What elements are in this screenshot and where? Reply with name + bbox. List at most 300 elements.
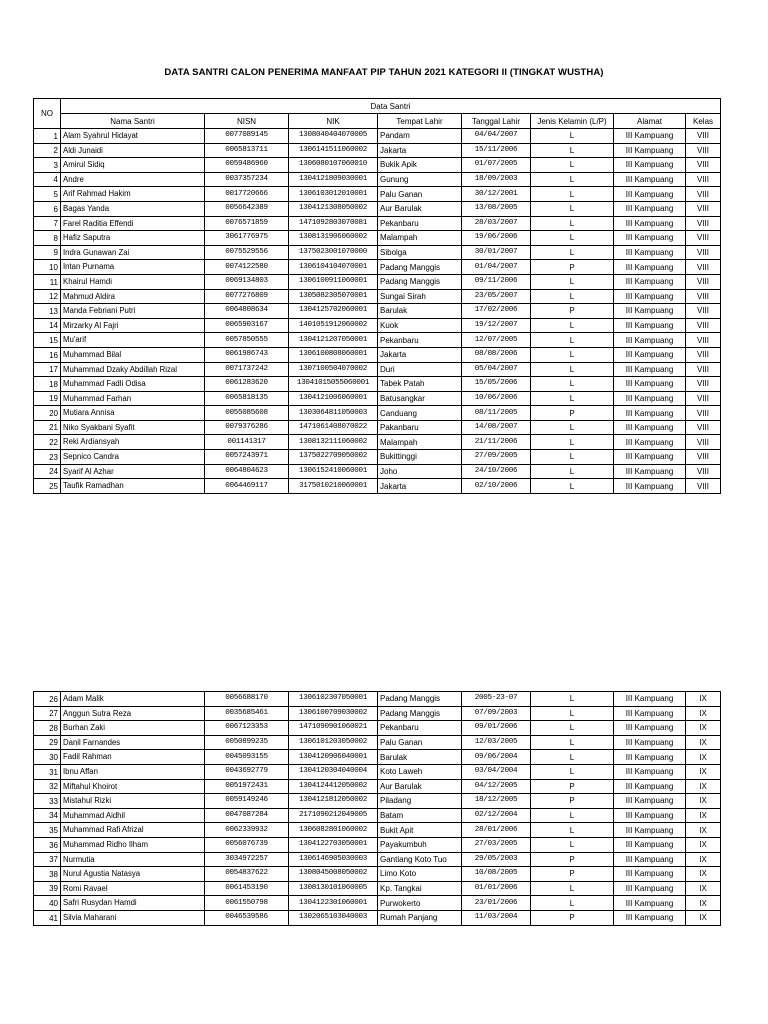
birthdate-cell: 18/12/2005 (462, 794, 531, 809)
header-jenis-kelamin: Jenis Kelamin (L/P) (531, 114, 614, 129)
row-no-cell: 39 (34, 881, 61, 896)
birthplace-cell: Aur Barulak (378, 201, 462, 216)
birthdate-cell: 02/12/2004 (462, 808, 531, 823)
address-cell: III Kampuang (614, 420, 686, 435)
nik-cell: 1308040404070005 (289, 129, 378, 144)
table-row (34, 260, 721, 275)
nik-cell: 3175010210060001 (289, 479, 378, 494)
nik-cell: 1471092803070081 (289, 216, 378, 231)
nisn-cell: 0061986743 (205, 347, 289, 362)
nisn-cell: 0050899235 (205, 735, 289, 750)
birthplace-cell: Sungai Sirah (378, 289, 462, 304)
class-cell: VIII (686, 216, 721, 231)
student-name-cell: Mahmud Aldira (61, 289, 205, 304)
student-name-cell: Bagas Yanda (61, 201, 205, 216)
birthdate-cell: 27/03/2005 (462, 837, 531, 852)
header-no: NO (34, 99, 61, 129)
nik-cell: 2171090212049005 (289, 808, 378, 823)
address-cell: III Kampuang (614, 318, 686, 333)
class-cell: IX (686, 852, 721, 867)
class-cell: IX (686, 867, 721, 882)
birthdate-cell: 10/08/2005 (462, 867, 531, 882)
student-name-cell: Nurul Agustia Natasya (61, 867, 205, 882)
student-name-cell: Anggun Sutra Reza (61, 706, 205, 721)
student-name-cell: Intan Purnama (61, 260, 205, 275)
nik-cell: 1306146905030003 (289, 852, 378, 867)
gender-cell: L (531, 274, 614, 289)
table-row (34, 304, 721, 319)
nisn-cell: 0064808634 (205, 304, 289, 319)
nik-cell: 1308131906060002 (289, 231, 378, 246)
table-row (34, 450, 721, 465)
nisn-cell: 0076571859 (205, 216, 289, 231)
table-row (34, 201, 721, 216)
class-cell: IX (686, 692, 721, 707)
row-no-cell: 25 (34, 479, 61, 494)
class-cell: VIII (686, 245, 721, 260)
row-no-cell: 6 (34, 201, 61, 216)
nisn-cell: 0017720666 (205, 187, 289, 202)
row-no-cell: 5 (34, 187, 61, 202)
gender-cell: L (531, 464, 614, 479)
address-cell: III Kampuang (614, 794, 686, 809)
class-cell: VIII (686, 420, 721, 435)
table-row (34, 692, 721, 707)
birthplace-cell: Padang Manggis (378, 692, 462, 707)
nisn-cell: 0065903167 (205, 318, 289, 333)
row-no-cell: 14 (34, 318, 61, 333)
table-row (34, 274, 721, 289)
birthplace-cell: Canduang (378, 406, 462, 421)
row-no-cell: 17 (34, 362, 61, 377)
birthdate-cell: 04/04/2007 (462, 129, 531, 144)
address-cell: III Kampuang (614, 187, 686, 202)
table-row (34, 216, 721, 231)
nik-cell: 1304121308050002 (289, 201, 378, 216)
address-cell: III Kampuang (614, 143, 686, 158)
table-row (34, 881, 721, 896)
table-row (34, 896, 721, 911)
table-row (34, 910, 721, 925)
nisn-cell: 0037357234 (205, 172, 289, 187)
header-tanggal-lahir: Tanggal Lahir (462, 114, 531, 129)
birthdate-cell: 12/07/2005 (462, 333, 531, 348)
gender-cell: L (531, 333, 614, 348)
nik-cell: 1304121812050002 (289, 794, 378, 809)
address-cell: III Kampuang (614, 333, 686, 348)
birthdate-cell: 07/09/2003 (462, 706, 531, 721)
table-row (34, 143, 721, 158)
nik-cell: 1304121006060001 (289, 391, 378, 406)
student-name-cell: Amirul Sidiq (61, 158, 205, 173)
student-name-cell: Mu'arif (61, 333, 205, 348)
gender-cell: P (531, 794, 614, 809)
row-no-cell: 27 (34, 706, 61, 721)
nisn-cell: 0064804623 (205, 464, 289, 479)
class-cell: VIII (686, 231, 721, 246)
address-cell: III Kampuang (614, 289, 686, 304)
nisn-cell: 0045093155 (205, 750, 289, 765)
birthplace-cell: Padang Manggis (378, 274, 462, 289)
table-row (34, 377, 721, 392)
address-cell: III Kampuang (614, 435, 686, 450)
gender-cell: L (531, 823, 614, 838)
gender-cell: P (531, 406, 614, 421)
birthdate-cell: 09/11/2006 (462, 274, 531, 289)
row-no-cell: 9 (34, 245, 61, 260)
class-cell: VIII (686, 406, 721, 421)
student-name-cell: Andre (61, 172, 205, 187)
nik-cell: 1304122301060001 (289, 896, 378, 911)
row-no-cell: 37 (34, 852, 61, 867)
table-row (34, 347, 721, 362)
class-cell: IX (686, 837, 721, 852)
birthplace-cell: Malampah (378, 435, 462, 450)
class-cell: IX (686, 750, 721, 765)
address-cell: III Kampuang (614, 201, 686, 216)
birthdate-cell: 29/05/2003 (462, 852, 531, 867)
nisn-cell: 0069134803 (205, 274, 289, 289)
student-name-cell: Farel Raditia Effendi (61, 216, 205, 231)
row-no-cell: 31 (34, 764, 61, 779)
row-no-cell: 12 (34, 289, 61, 304)
table-row (34, 794, 721, 809)
gender-cell: L (531, 837, 614, 852)
gender-cell: L (531, 750, 614, 765)
address-cell: III Kampuang (614, 692, 686, 707)
nik-cell: 13041015055060001 (289, 377, 378, 392)
birthdate-cell: 28/01/2006 (462, 823, 531, 838)
class-cell: IX (686, 881, 721, 896)
student-name-cell: Miftahul Khoirot (61, 779, 205, 794)
birthplace-cell: Kp. Tangkai (378, 881, 462, 896)
nisn-cell: 3034972257 (205, 852, 289, 867)
gender-cell: L (531, 435, 614, 450)
class-cell: VIII (686, 318, 721, 333)
table-row (34, 435, 721, 450)
row-no-cell: 16 (34, 347, 61, 362)
nisn-cell: 0051972431 (205, 779, 289, 794)
gender-cell: L (531, 692, 614, 707)
birthplace-cell: Pakanbaru (378, 420, 462, 435)
table-row (34, 750, 721, 765)
gender-cell: L (531, 896, 614, 911)
nik-cell: 1306103012010001 (289, 187, 378, 202)
student-name-cell: Mistahul Rizki (61, 794, 205, 809)
gender-cell: L (531, 450, 614, 465)
class-cell: VIII (686, 289, 721, 304)
row-no-cell: 15 (34, 333, 61, 348)
nisn-cell: 3061776975 (205, 231, 289, 246)
gender-cell: P (531, 779, 614, 794)
nisn-cell: 0075529556 (205, 245, 289, 260)
nik-cell: 1306100709030002 (289, 706, 378, 721)
student-name-cell: Reki Ardiansyah (61, 435, 205, 450)
birthdate-cell: 14/08/2007 (462, 420, 531, 435)
address-cell: III Kampuang (614, 779, 686, 794)
student-name-cell: Taufik Ramadhan (61, 479, 205, 494)
nik-cell: 1306104104070001 (289, 260, 378, 275)
birthdate-cell: 30/01/2007 (462, 245, 531, 260)
address-cell: III Kampuang (614, 735, 686, 750)
class-cell: VIII (686, 479, 721, 494)
nisn-cell: 0056076739 (205, 837, 289, 852)
student-name-cell: Danil Farnandes (61, 735, 205, 750)
table-row (34, 333, 721, 348)
birthplace-cell: Batusangkar (378, 391, 462, 406)
birthdate-cell: 24/10/2006 (462, 464, 531, 479)
row-no-cell: 34 (34, 808, 61, 823)
student-name-cell: Adam Malik (61, 692, 205, 707)
nisn-cell: 0065813711 (205, 143, 289, 158)
nik-cell: 1306141511060002 (289, 143, 378, 158)
table-row (34, 289, 721, 304)
table-body-page-2 (34, 692, 721, 926)
table-row (34, 735, 721, 750)
student-name-cell: Muhammad Fadli Odisa (61, 377, 205, 392)
birthplace-cell: Barulak (378, 304, 462, 319)
class-cell: VIII (686, 464, 721, 479)
table-row (34, 808, 721, 823)
birthdate-cell: 08/08/2006 (462, 347, 531, 362)
row-no-cell: 1 (34, 129, 61, 144)
row-no-cell: 24 (34, 464, 61, 479)
address-cell: III Kampuang (614, 129, 686, 144)
table-row (34, 464, 721, 479)
gender-cell: L (531, 706, 614, 721)
table-row (34, 172, 721, 187)
nisn-cell: 0062339932 (205, 823, 289, 838)
gender-cell: L (531, 764, 614, 779)
table-row (34, 867, 721, 882)
birthdate-cell: 15/11/2006 (462, 143, 531, 158)
gender-cell: L (531, 187, 614, 202)
nisn-cell: 0054837622 (205, 867, 289, 882)
header-alamat: Alamat (614, 114, 686, 129)
table-row (34, 779, 721, 794)
table-row (34, 823, 721, 838)
class-cell: VIII (686, 201, 721, 216)
table-row (34, 852, 721, 867)
header-kelas: Kelas (686, 114, 721, 129)
santri-table-page-1 (33, 98, 721, 494)
row-no-cell: 36 (34, 837, 61, 852)
nisn-cell: 0047087284 (205, 808, 289, 823)
birthplace-cell: Pekanbaru (378, 216, 462, 231)
birthdate-cell: 23/01/2006 (462, 896, 531, 911)
birthplace-cell: Koto Laweh (378, 764, 462, 779)
birthdate-cell: 02/10/2006 (462, 479, 531, 494)
birthplace-cell: Pekanbaru (378, 721, 462, 736)
student-name-cell: Niko Syakbani Syafit (61, 420, 205, 435)
nik-cell: 1375023001070000 (289, 245, 378, 260)
nik-cell: 1306100911060001 (289, 274, 378, 289)
table-row (34, 479, 721, 494)
address-cell: III Kampuang (614, 764, 686, 779)
address-cell: III Kampuang (614, 406, 686, 421)
nisn-cell: 0061453190 (205, 881, 289, 896)
student-name-cell: Alam Syahrul Hidayat (61, 129, 205, 144)
nisn-cell: 0071737242 (205, 362, 289, 377)
birthplace-cell: Palu Ganan (378, 735, 462, 750)
row-no-cell: 7 (34, 216, 61, 231)
birthdate-cell: 04/12/2005 (462, 779, 531, 794)
nisn-cell: 0059486960 (205, 158, 289, 173)
student-name-cell: Arif Rahmad Hakim (61, 187, 205, 202)
nisn-cell: 0077276809 (205, 289, 289, 304)
row-no-cell: 3 (34, 158, 61, 173)
class-cell: VIII (686, 158, 721, 173)
birthplace-cell: Aur Barulak (378, 779, 462, 794)
class-cell: IX (686, 910, 721, 925)
table-row (34, 362, 721, 377)
gender-cell: L (531, 201, 614, 216)
nik-cell: 1306082801060002 (289, 823, 378, 838)
table-row (34, 158, 721, 173)
gender-cell: L (531, 318, 614, 333)
row-no-cell: 22 (34, 435, 61, 450)
nik-cell: 1307100504070002 (289, 362, 378, 377)
table-row (34, 318, 721, 333)
nik-cell: 1375022709050002 (289, 450, 378, 465)
birthplace-cell: Sibolga (378, 245, 462, 260)
address-cell: III Kampuang (614, 231, 686, 246)
nik-cell: 1303064811050003 (289, 406, 378, 421)
table-row (34, 187, 721, 202)
birthplace-cell: Tabek Patah (378, 377, 462, 392)
birthdate-cell: 28/03/2007 (462, 216, 531, 231)
row-no-cell: 19 (34, 391, 61, 406)
row-no-cell: 26 (34, 692, 61, 707)
table-row (34, 231, 721, 246)
class-cell: IX (686, 764, 721, 779)
nisn-cell: 0064469117 (205, 479, 289, 494)
table-body-page-1 (34, 129, 721, 494)
address-cell: III Kampuang (614, 479, 686, 494)
class-cell: VIII (686, 274, 721, 289)
row-no-cell: 40 (34, 896, 61, 911)
row-no-cell: 41 (34, 910, 61, 925)
class-cell: VIII (686, 333, 721, 348)
birthdate-cell: 27/09/2005 (462, 450, 531, 465)
class-cell: VIII (686, 391, 721, 406)
nisn-cell: 0067123353 (205, 721, 289, 736)
gender-cell: L (531, 347, 614, 362)
nik-cell: 1306101203050002 (289, 735, 378, 750)
student-name-cell: Manda Febriani Putri (61, 304, 205, 319)
birthdate-cell: 01/01/2006 (462, 881, 531, 896)
address-cell: III Kampuang (614, 852, 686, 867)
gender-cell: P (531, 867, 614, 882)
nisn-cell: 0055085608 (205, 406, 289, 421)
nik-cell: 1308130101060005 (289, 881, 378, 896)
table-row (34, 245, 721, 260)
student-name-cell: Khairul Hamdi (61, 274, 205, 289)
row-no-cell: 21 (34, 420, 61, 435)
birthplace-cell: Pandam (378, 129, 462, 144)
row-no-cell: 13 (34, 304, 61, 319)
nisn-cell: 0074122580 (205, 260, 289, 275)
birthplace-cell: Jakarta (378, 479, 462, 494)
birthdate-cell: 15/05/2006 (462, 377, 531, 392)
birthdate-cell: 05/04/2007 (462, 362, 531, 377)
birthplace-cell: Batam (378, 808, 462, 823)
birthdate-cell: 01/04/2007 (462, 260, 531, 275)
nik-cell: 1304121207050001 (289, 333, 378, 348)
gender-cell: L (531, 735, 614, 750)
nik-cell: 1302065103040003 (289, 910, 378, 925)
birthplace-cell: Pekanbaru (378, 333, 462, 348)
birthdate-cell: 10/06/2006 (462, 391, 531, 406)
class-cell: IX (686, 896, 721, 911)
row-no-cell: 28 (34, 721, 61, 736)
class-cell: IX (686, 706, 721, 721)
gender-cell: L (531, 231, 614, 246)
class-cell: VIII (686, 362, 721, 377)
gender-cell: L (531, 172, 614, 187)
birthplace-cell: Bukik Apik (378, 158, 462, 173)
birthplace-cell: Gunung (378, 172, 462, 187)
nisn-cell: 0057850555 (205, 333, 289, 348)
table-row (34, 764, 721, 779)
birthplace-cell: Barulak (378, 750, 462, 765)
row-no-cell: 23 (34, 450, 61, 465)
address-cell: III Kampuang (614, 347, 686, 362)
student-name-cell: Hafiz Saputra (61, 231, 205, 246)
student-name-cell: Muhammad Rafi Afrizal (61, 823, 205, 838)
gender-cell: L (531, 129, 614, 144)
nik-cell: 1471090901060021 (289, 721, 378, 736)
birthdate-cell: 17/02/2006 (462, 304, 531, 319)
gender-cell: L (531, 808, 614, 823)
header-nik: NIK (289, 114, 378, 129)
row-no-cell: 32 (34, 779, 61, 794)
row-no-cell: 4 (34, 172, 61, 187)
nisn-cell: 0059149246 (205, 794, 289, 809)
birthplace-cell: Bukit Apit (378, 823, 462, 838)
class-cell: IX (686, 735, 721, 750)
nik-cell: 1304121809030001 (289, 172, 378, 187)
class-cell: VIII (686, 450, 721, 465)
birthplace-cell: Joho (378, 464, 462, 479)
class-cell: VIII (686, 377, 721, 392)
nik-cell: 1304125702060001 (289, 304, 378, 319)
nik-cell: 1304120304040004 (289, 764, 378, 779)
student-name-cell: Muhammad Dzaky Abdillah Rizal (61, 362, 205, 377)
nik-cell: 1308132111060002 (289, 435, 378, 450)
nik-cell: 1306100808060001 (289, 347, 378, 362)
class-cell: IX (686, 823, 721, 838)
gender-cell: P (531, 304, 614, 319)
student-name-cell: Nurmutia (61, 852, 205, 867)
nisn-cell: 0056688170 (205, 692, 289, 707)
table-row (34, 420, 721, 435)
table-row (34, 721, 721, 736)
document-title: DATA SANTRI CALON PENERIMA MANFAAT PIP TAHUN 2021 KATEGORI II (TINGKAT WUSTHA) (164, 67, 604, 78)
student-name-cell: Ibnu Affan (61, 764, 205, 779)
address-cell: III Kampuang (614, 158, 686, 173)
row-no-cell: 8 (34, 231, 61, 246)
gender-cell: P (531, 852, 614, 867)
row-no-cell: 20 (34, 406, 61, 421)
birthdate-cell: 19/06/2006 (462, 231, 531, 246)
student-name-cell: Fadil Rahman (61, 750, 205, 765)
nisn-cell: 0061550798 (205, 896, 289, 911)
birthdate-cell: 2005-23-07 (462, 692, 531, 707)
nik-cell: 1304122703050001 (289, 837, 378, 852)
address-cell: III Kampuang (614, 837, 686, 852)
class-cell: VIII (686, 435, 721, 450)
